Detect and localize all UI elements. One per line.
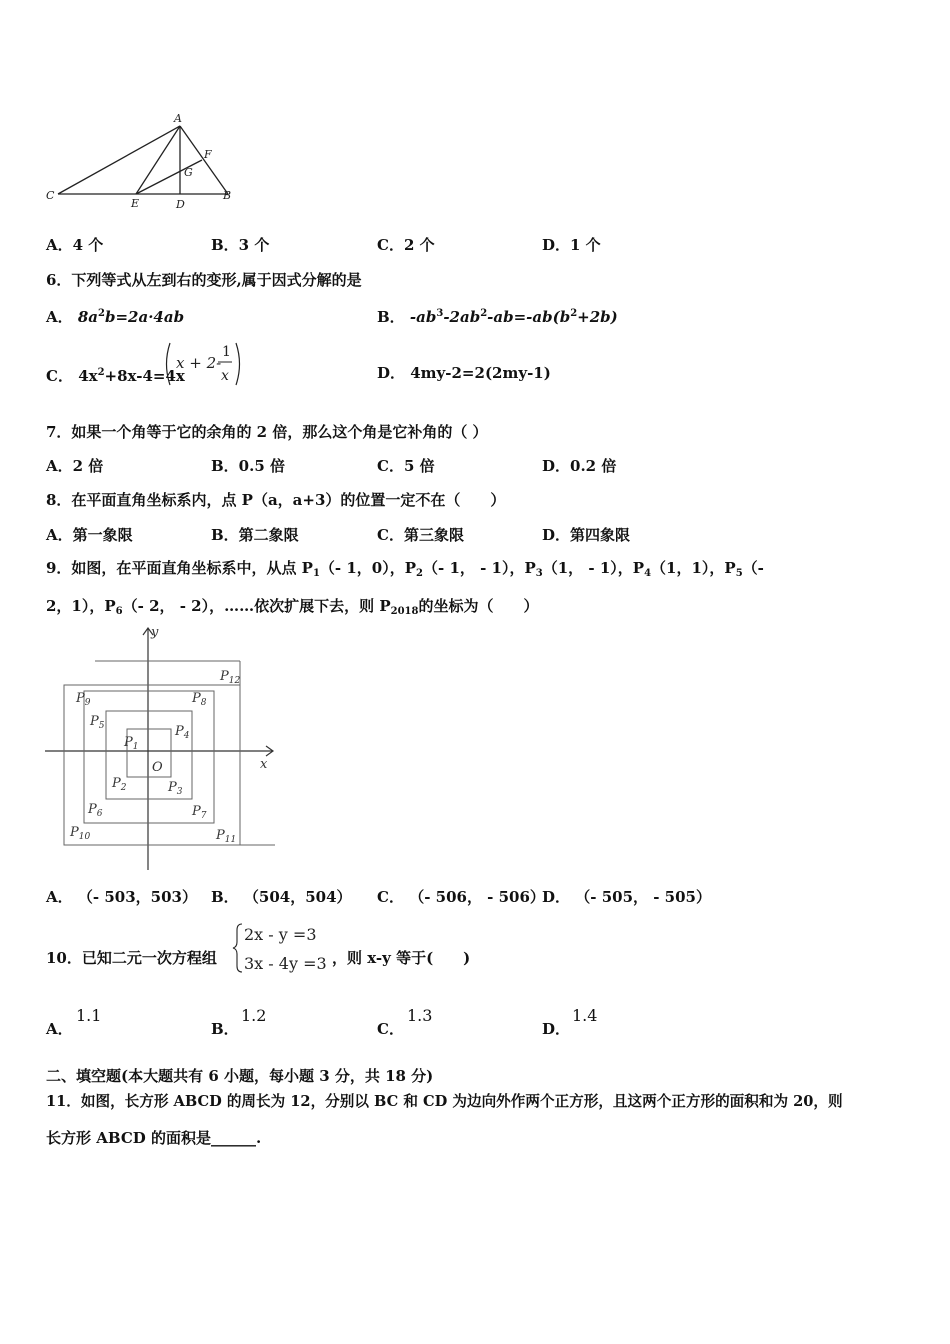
q10-equation-system xyxy=(232,920,332,976)
section-heading: 二、填空题(本大题共有 6 小题，每小题 3 分，共 18 分) xyxy=(46,1067,434,1085)
q6-d-letter: D． xyxy=(377,364,406,382)
label-p6: $P_6$ xyxy=(88,802,103,819)
q6-d-text: 4my-2=2(2my-1) xyxy=(410,364,551,382)
label-B: B xyxy=(223,189,232,202)
q5-option-a[interactable]: A．4 个 xyxy=(46,236,104,254)
option-value: （504，504） xyxy=(243,888,352,906)
q6-a-part2: b=2a·4ab xyxy=(105,308,185,326)
q7-option-c[interactable]: C．5 倍 xyxy=(377,457,435,475)
q6-option-d[interactable] xyxy=(377,363,551,383)
q8-option-b[interactable]: B．第二象限 xyxy=(211,526,299,544)
label-F: F xyxy=(204,148,212,161)
spiral-coordinate-figure xyxy=(40,625,280,875)
y-label: y xyxy=(151,625,159,640)
label-p9: $P_9$ xyxy=(76,691,91,708)
option-value: 1.4 xyxy=(572,1006,598,1025)
q9-text: （- xyxy=(742,559,764,577)
q6-c-numerator: 1 xyxy=(222,344,231,360)
q9-text: 9．如图，在平面直角坐标系中，从点 P xyxy=(46,559,313,577)
option-letter: B． xyxy=(211,1020,239,1038)
label-p8: $P_8$ xyxy=(192,691,207,708)
q6-b-sup2: 2 xyxy=(480,308,488,319)
q9-option-c[interactable] xyxy=(377,887,545,907)
q5-option-b[interactable]: B．3 个 xyxy=(211,236,270,254)
label-C: C xyxy=(46,189,55,202)
q10-eq2: 3x - 4y =3 xyxy=(244,954,327,973)
q6-b-letter: B． xyxy=(377,308,405,326)
square-1 xyxy=(127,729,171,777)
label-p1: $P_1$ xyxy=(124,735,139,752)
q6-a-letter: A． xyxy=(46,308,73,326)
q9-stem-line1 xyxy=(46,558,764,584)
q8-option-d[interactable]: D．第四象限 xyxy=(542,526,631,544)
left-brace xyxy=(233,924,242,972)
q7-option-d[interactable]: D．0.2 倍 xyxy=(542,457,617,475)
q7-option-b[interactable]: B．0.5 倍 xyxy=(211,457,285,475)
origin-label: O xyxy=(152,760,163,775)
q6-option-a[interactable] xyxy=(46,304,184,327)
q7-stem: 7．如果一个角等于它的余角的 2 倍，那么这个角是它补角的（ ） xyxy=(46,423,488,441)
option-letter: B． xyxy=(211,888,239,906)
q6-b-part3: -ab=-ab(b xyxy=(487,308,571,326)
option-value: 1.1 xyxy=(76,1006,102,1025)
q9-text: 2，1），P xyxy=(46,597,116,615)
q6-a-sup1: 2 xyxy=(98,308,105,319)
q6-c-letter: C． xyxy=(46,367,73,385)
q7-option-a[interactable]: A．2 倍 xyxy=(46,457,104,475)
label-p7: $P_7$ xyxy=(192,804,207,821)
q9-text: （- 1，0），P xyxy=(319,559,417,577)
label-G: G xyxy=(184,166,193,179)
right-paren xyxy=(236,343,240,385)
q9-sub: 5 xyxy=(735,568,743,579)
label-A: A xyxy=(174,112,182,125)
q6-c-part2: +8x-4=4x xyxy=(104,367,185,385)
q9-sub: 4 xyxy=(644,568,652,579)
label-p10: $P_{10}$ xyxy=(70,825,91,842)
label-p5: $P_5$ xyxy=(90,714,105,731)
left-paren xyxy=(167,343,171,385)
q10-stem-b: ，则 x-y 等于( ) xyxy=(332,949,471,967)
option-letter: D． xyxy=(542,888,571,906)
q9-sub: 6 xyxy=(115,606,123,617)
label-E: E xyxy=(131,197,140,210)
q8-option-a[interactable]: A．第一象限 xyxy=(46,526,133,544)
q9-option-a[interactable] xyxy=(46,887,197,907)
q6-b-part1: -ab xyxy=(409,308,437,326)
q6-b-part4: +2b) xyxy=(577,308,618,326)
option-value: （- 506， - 506） xyxy=(409,888,545,906)
line-AE xyxy=(136,126,180,194)
triangle-figure xyxy=(40,110,250,215)
option-letter: C． xyxy=(377,1020,404,1038)
q6-c-sup1: 2 xyxy=(97,367,105,378)
q6-c-inner: x + 2- xyxy=(176,354,222,372)
label-p2: $P_2$ xyxy=(112,776,127,793)
q9-stem-line2 xyxy=(46,596,538,622)
option-value: 1.3 xyxy=(407,1006,433,1025)
q8-option-c[interactable]: C．第三象限 xyxy=(377,526,464,544)
q10-stem-a: 10．已知二元一次方程组 xyxy=(46,949,217,967)
q9-text: （1，1），P xyxy=(651,559,736,577)
option-letter: D． xyxy=(542,1020,571,1038)
q11-line1: 11．如图，长方形 ABCD 的周长为 12，分别以 BC 和 CD 为边向外作两个正方形，且这两个正方形的面积和为 20，则 xyxy=(46,1093,843,1110)
q9-option-d[interactable] xyxy=(542,887,711,907)
q6-c-fraction xyxy=(160,340,250,388)
x-label: x xyxy=(260,757,268,772)
q9-sub: 1 xyxy=(312,568,320,579)
q6-b-sup1: 3 xyxy=(436,308,444,319)
q9-sub: 2 xyxy=(416,568,423,579)
label-p11: $P_{11}$ xyxy=(216,828,237,845)
q6-a-part1: 8a xyxy=(77,308,99,326)
option-letter: C． xyxy=(377,888,404,906)
q6-stem: 6．下列等式从左到右的变形,属于因式分解的是 xyxy=(46,271,362,289)
q9-text: （- 2， - 2），……依次扩展下去，则 P xyxy=(122,597,391,615)
q6-c-part1: 4x xyxy=(78,367,98,385)
option-value: （- 503，503） xyxy=(77,888,197,906)
q6-option-b[interactable] xyxy=(377,304,618,327)
q9-option-b[interactable] xyxy=(211,887,352,907)
q6-c-denominator: x xyxy=(221,368,229,384)
q9-text: （- 1， - 1），P xyxy=(423,559,536,577)
label-p12: $P_{12}$ xyxy=(220,669,241,686)
q8-stem: 8．在平面直角坐标系内，点 P（a，a+3）的位置一定不在（ ） xyxy=(46,491,506,509)
q9-sub: 2018 xyxy=(390,606,419,617)
q6-b-part2: -2ab xyxy=(443,308,481,326)
q11-line2: 长方形 ABCD 的面积是______. xyxy=(46,1129,262,1147)
q10-eq1: 2x - y =3 xyxy=(244,925,317,944)
q9-text: 的坐标为（ ） xyxy=(418,597,539,615)
label-p4: $P_4$ xyxy=(175,724,190,741)
option-value: （- 505， - 505） xyxy=(575,888,711,906)
label-D: D xyxy=(176,198,185,211)
q6-b-sup3: 2 xyxy=(570,308,578,319)
q5-option-c[interactable]: C．2 个 xyxy=(377,236,435,254)
option-letter: A． xyxy=(46,888,73,906)
q5-option-d[interactable]: D．1 个 xyxy=(542,236,601,254)
option-letter: A． xyxy=(46,1020,73,1038)
option-value: 1.2 xyxy=(241,1006,267,1025)
label-p3: $P_3$ xyxy=(168,780,183,797)
line-CA xyxy=(58,126,180,194)
q9-sub: 3 xyxy=(535,568,543,579)
q9-text: （1， - 1），P xyxy=(542,559,645,577)
